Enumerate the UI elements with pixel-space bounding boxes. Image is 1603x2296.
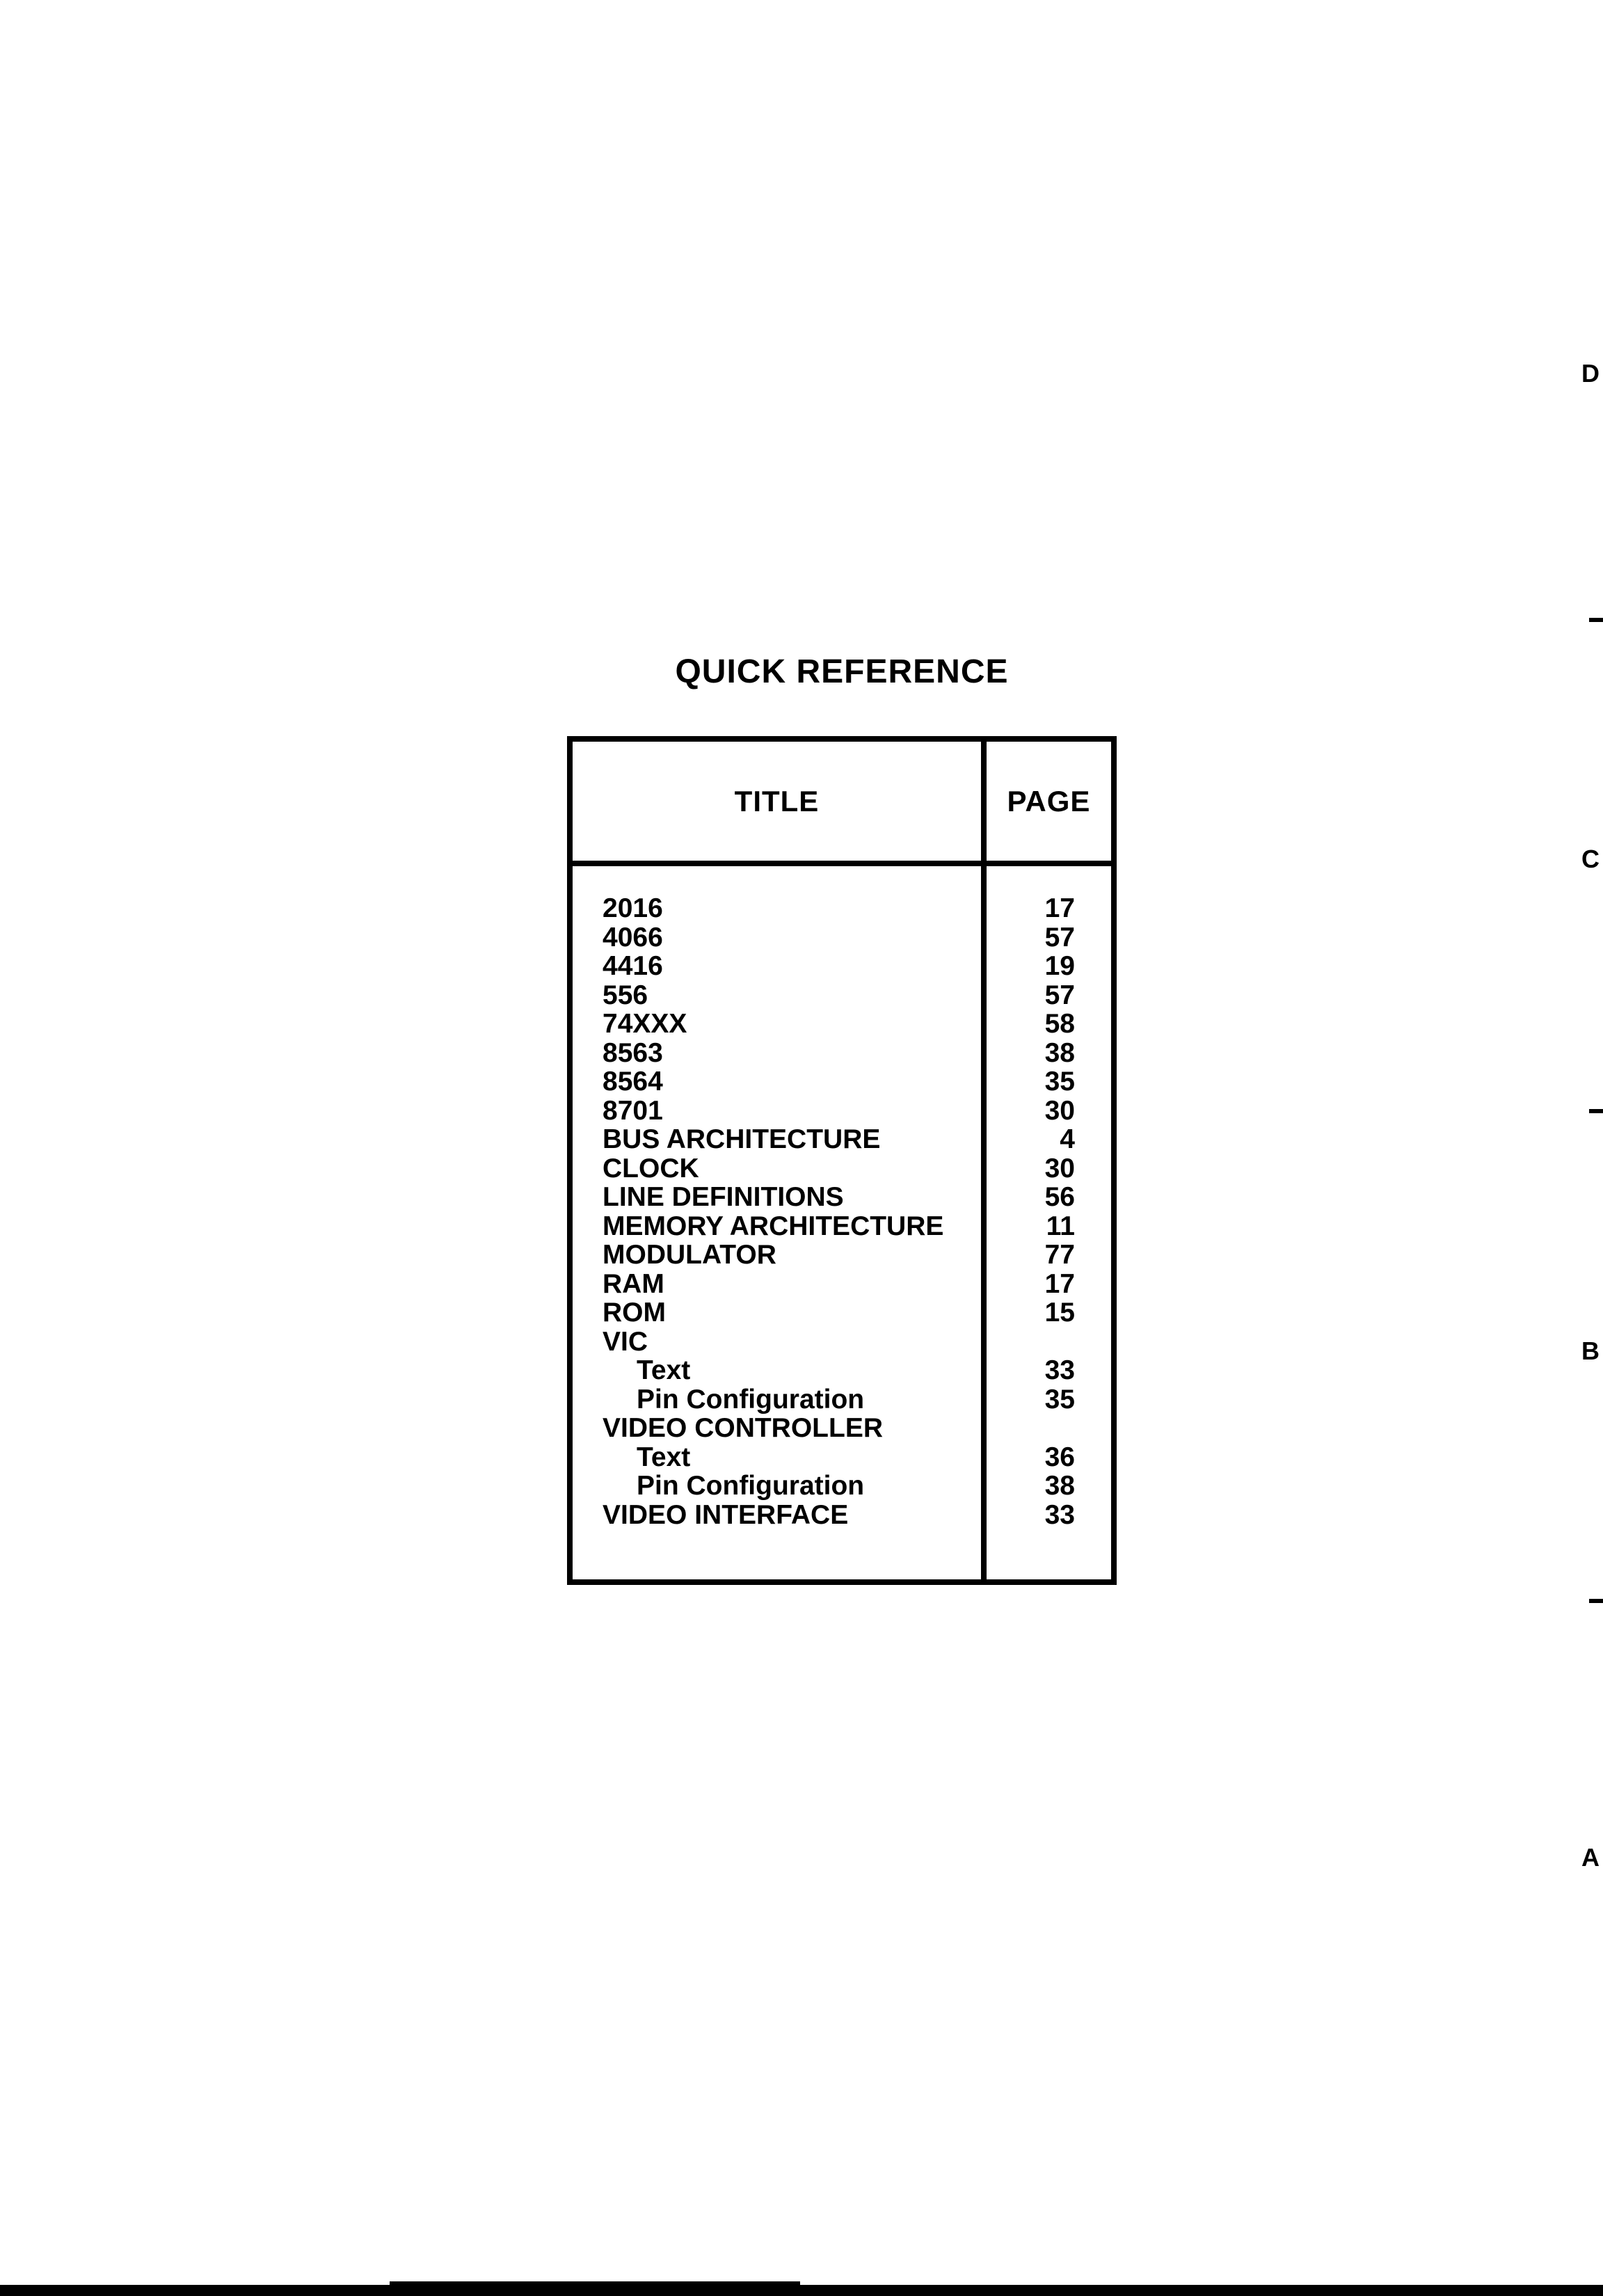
table-row: [573, 1183, 1111, 1212]
table-row: [573, 1443, 1111, 1472]
row-page: 17: [1044, 1268, 1075, 1299]
thumb-index-letter-a: A: [1581, 1843, 1600, 1872]
table-row: [573, 1241, 1111, 1270]
header-separator-line: [573, 861, 1111, 866]
table-row: [573, 1154, 1111, 1183]
table-row: [573, 1125, 1111, 1154]
scan-artifact-bottom-bar: [0, 2285, 1603, 2296]
table-row: [573, 1010, 1111, 1039]
row-title: 8701: [603, 1096, 663, 1125]
row-page: 77: [1044, 1240, 1075, 1270]
row-page: 30: [1044, 1153, 1075, 1183]
page-title: QUICK REFERENCE: [675, 653, 1009, 690]
row-page: 15: [1044, 1298, 1075, 1328]
thumb-index-letter-c: C: [1581, 845, 1600, 873]
table-row: [573, 1212, 1111, 1241]
row-title: MEMORY ARCHITECTURE: [603, 1211, 944, 1241]
row-title: 74XXX: [603, 1010, 687, 1039]
thumb-index-letter-b: B: [1581, 1337, 1600, 1365]
table-row: [573, 1472, 1111, 1501]
column-header-page: PAGE: [1007, 784, 1091, 818]
row-title: RAM: [603, 1269, 664, 1298]
row-page: 57: [1044, 980, 1075, 1010]
row-page: 56: [1044, 1182, 1075, 1212]
row-page: 38: [1044, 1037, 1075, 1068]
row-title: MODULATOR: [603, 1241, 776, 1270]
row-title: VIDEO INTERFACE: [603, 1500, 849, 1529]
row-title: VIC: [603, 1327, 648, 1356]
table-row: [573, 1385, 1111, 1414]
row-page: 19: [1044, 951, 1075, 981]
row-title: 4416: [603, 952, 663, 981]
table-row: [573, 923, 1111, 952]
row-title: 8564: [603, 1067, 663, 1097]
row-page: 33: [1044, 1499, 1075, 1530]
table-row: [573, 1501, 1111, 1530]
row-page: 58: [1044, 1009, 1075, 1039]
row-title: VIDEO CONTROLLER: [603, 1414, 884, 1443]
table-row: [573, 952, 1111, 981]
row-page: 33: [1044, 1355, 1075, 1385]
thumb-index-dash: [1589, 1109, 1603, 1113]
row-page: 38: [1044, 1471, 1075, 1501]
quick-reference-table: [567, 736, 1117, 1585]
table-row: [573, 1039, 1111, 1068]
row-title: Text: [637, 1442, 691, 1472]
row-title: 4066: [603, 923, 663, 952]
row-page: [987, 1414, 1111, 1443]
row-page: 35: [1044, 1384, 1075, 1414]
column-header-title: TITLE: [734, 784, 820, 818]
thumb-index-letter-d: D: [1581, 359, 1600, 388]
row-title: 556: [603, 980, 648, 1010]
row-page: 17: [1044, 893, 1075, 923]
row-title: ROM: [603, 1298, 666, 1328]
row-title: Pin Configuration: [637, 1385, 865, 1414]
row-page: 35: [1044, 1067, 1075, 1097]
row-title: LINE DEFINITIONS: [603, 1183, 844, 1212]
row-page: 36: [1044, 1442, 1075, 1472]
table-row: [573, 1356, 1111, 1385]
table-row: [573, 1270, 1111, 1299]
table-row: [573, 1328, 1111, 1357]
row-page: 57: [1044, 922, 1075, 952]
table-row: [573, 1067, 1111, 1097]
row-title: Pin Configuration: [637, 1472, 865, 1501]
row-page: [987, 1328, 1111, 1357]
row-title: Text: [637, 1356, 691, 1385]
table-row: [573, 1414, 1111, 1443]
thumb-index-dash: [1589, 1599, 1603, 1603]
table-row: [573, 981, 1111, 1010]
row-page: 11: [1046, 1211, 1075, 1241]
table-row: [573, 1298, 1111, 1328]
row-title: CLOCK: [603, 1154, 699, 1183]
table-row: [573, 894, 1111, 923]
row-page: 4: [1060, 1124, 1075, 1154]
table-body: [573, 866, 1111, 1529]
thumb-index-dash: [1589, 618, 1603, 622]
row-title: 2016: [603, 894, 663, 923]
table-row: [573, 1097, 1111, 1126]
row-title: BUS ARCHITECTURE: [603, 1125, 881, 1154]
row-page: 30: [1044, 1095, 1075, 1126]
row-title: 8563: [603, 1038, 663, 1067]
